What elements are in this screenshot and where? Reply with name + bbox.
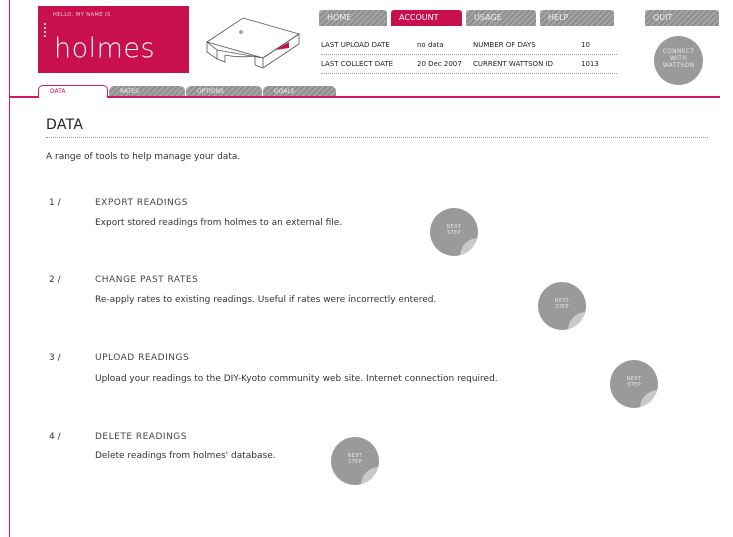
page-curl-icon [640, 390, 658, 408]
holmes-device-icon [203, 12, 303, 70]
next-step-line2: STEP [627, 382, 641, 388]
connect-wattson-button[interactable] [654, 36, 703, 85]
wattson-value: 1013 [581, 60, 599, 68]
page-curl-icon [361, 467, 379, 485]
title-divider [46, 137, 708, 138]
logo-dots [44, 23, 48, 37]
next-step-line2: STEP [447, 230, 461, 236]
nav-quit[interactable]: QUIT [645, 10, 719, 26]
account-info [321, 36, 617, 74]
info-row-collect [321, 55, 617, 74]
step-desc-upload: Upload your readings to the DIY-Kyoto community web site. Internet connection required. [95, 374, 498, 384]
next-step-button-export[interactable] [430, 208, 478, 256]
days-value: 10 [581, 41, 590, 49]
nav-help[interactable]: HELP [540, 10, 614, 26]
connect-line3: WATTSON [662, 62, 695, 69]
next-step-line1: NEXT [347, 453, 363, 459]
next-step-button-delete[interactable] [331, 437, 379, 485]
tab-goals[interactable]: GOALS [263, 86, 336, 98]
tab-data[interactable]: DATA [38, 85, 108, 98]
last-upload-value: no data [417, 41, 444, 49]
nav-account[interactable]: ACCOUNT [391, 10, 462, 26]
logo-name: holmes [54, 33, 156, 64]
connect-line1: CONNECT [662, 48, 695, 55]
page-curl-icon [568, 312, 586, 330]
next-step-button-rates[interactable] [538, 282, 586, 330]
wattson-label: CURRENT WATTSON ID [473, 60, 553, 68]
nav-home[interactable]: HOME [319, 10, 387, 26]
last-collect-value: 20 Dec 2007 [417, 60, 462, 68]
connect-line2: WITH [669, 55, 688, 62]
last-collect-label: LAST COLLECT DATE [321, 60, 394, 68]
step-desc-rates: Re-apply rates to existing readings. Useful if rates were incorrectly entered. [95, 295, 437, 305]
next-step-line1: NEXT [446, 224, 462, 230]
step-number: 4 / [49, 432, 61, 442]
step-heading-delete: DELETE READINGS [95, 432, 187, 442]
step-heading-upload: UPLOAD READINGS [95, 353, 190, 363]
tab-options[interactable]: OPTIONS [186, 86, 262, 98]
last-upload-label: LAST UPLOAD DATE [321, 41, 390, 49]
nav-usage[interactable]: USAGE [466, 10, 536, 26]
next-step-line2: STEP [555, 304, 569, 310]
next-step-button-upload[interactable] [610, 360, 658, 408]
info-row-upload [321, 36, 617, 55]
tab-rates[interactable]: RATES [109, 86, 185, 98]
days-label: NUMBER OF DAYS [473, 41, 536, 49]
step-number: 2 / [49, 275, 61, 285]
page-intro: A range of tools to help manage your data. [46, 152, 241, 162]
page-curl-icon [460, 238, 478, 256]
step-number: 1 / [49, 198, 61, 208]
next-step-line1: NEXT [626, 376, 642, 382]
logo-tagline: HELLO, MY NAME IS [53, 12, 111, 18]
holmes-logo [38, 6, 189, 73]
step-desc-export: Export stored readings from holmes to an external file. [95, 218, 343, 228]
page-title: DATA [46, 117, 84, 133]
step-heading-export: EXPORT READINGS [95, 198, 188, 208]
step-heading-rates: CHANGE PAST RATES [95, 275, 199, 285]
next-step-line1: NEXT [554, 298, 570, 304]
step-desc-delete: Delete readings from holmes' database. [95, 451, 276, 461]
frame-border [9, 0, 10, 537]
step-number: 3 / [49, 353, 61, 363]
tab-underline [9, 96, 720, 98]
next-step-line2: STEP [348, 459, 362, 465]
